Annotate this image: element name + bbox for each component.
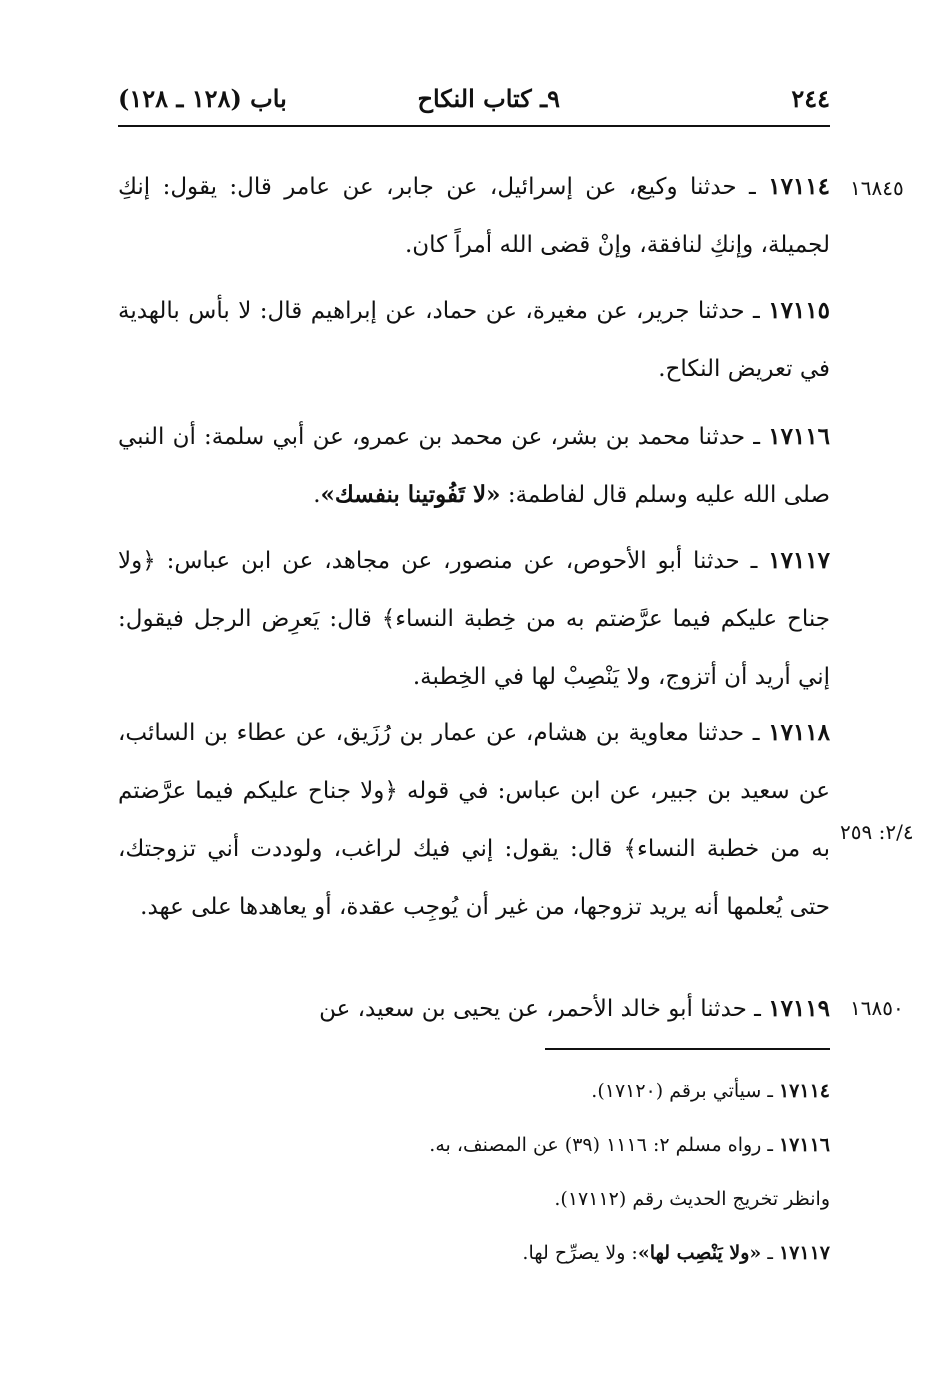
hadith-number: ١٧١١٩ xyxy=(768,995,830,1022)
running-header xyxy=(118,84,830,124)
footnote-text: ـ xyxy=(761,1242,779,1264)
header-divider xyxy=(118,125,830,127)
footnote-text-end: : ولا يصرِّح لها. xyxy=(522,1242,638,1264)
page-number: ٢٤٤ xyxy=(791,84,830,113)
footnote-divider xyxy=(545,1048,830,1050)
hadith-text-end: . xyxy=(313,482,321,508)
footnote-text: ـ رواه مسلم ٢: ١١١٦ (٣٩) عن المصنف، به. xyxy=(429,1134,779,1156)
hadith-text: ـ حدثنا جرير، عن مغيرة، عن حماد، عن إبراهيم قال: لا بأس بالهدية في تعريض النكاح. xyxy=(118,298,830,382)
footnote-number: ١٧١١٤ xyxy=(778,1080,830,1102)
hadith-paragraph xyxy=(118,282,830,398)
footnote xyxy=(300,1240,830,1266)
margin-ref-volume-page: ٢/٤: ٢٥٩ xyxy=(840,820,914,844)
hadith-paragraph xyxy=(118,980,830,1038)
hadith-paragraph xyxy=(118,158,830,274)
footnote-text: وانظر تخريج الحديث رقم (١٧١١٢). xyxy=(554,1188,830,1210)
footnote xyxy=(300,1132,830,1158)
footnote-number: ١٧١١٧ xyxy=(778,1242,830,1264)
hadith-number: ١٧١١٦ xyxy=(768,423,830,450)
footnote-text: ـ سيأتي برقم (١٧١٢٠). xyxy=(591,1080,779,1102)
hadith-text: ـ حدثنا معاوية بن هشام، عن عمار بن رُزَيق، عن عطاء بن السائب، عن سعيد بن جبير، عن ابن عباس: في قوله ﴿ولا جناح عليكم فيما عرَّضتم به من خطبة النساء﴾ قال: يقول: إني فيك لراغب، ولوددت أني تزوجتك، حتى يُعلمها أنه يريد تزوجها، من غير أن يُوجِب عقدة، أو يعاهدها على عهد. xyxy=(118,720,830,920)
hadith-paragraph xyxy=(118,408,830,524)
hadith-number: ١٧١١٥ xyxy=(768,297,830,324)
chapter-range: باب (١٢٨ ـ ١٢٨) xyxy=(118,84,287,113)
footnote xyxy=(300,1078,830,1104)
footnote-number: ١٧١١٦ xyxy=(778,1134,830,1156)
margin-ref-16850: ١٦٨٥٠ xyxy=(850,996,904,1020)
footnote xyxy=(300,1186,830,1212)
hadith-number: ١٧١١٧ xyxy=(768,547,830,574)
hadith-text: ـ حدثنا محمد بن بشر، عن محمد بن عمرو، عن أبي سلمة: أن النبي صلى الله عليه وسلم قال لفاطمة: xyxy=(118,424,830,508)
hadith-paragraph xyxy=(118,704,830,936)
margin-ref-16845: ١٦٨٤٥ xyxy=(850,176,904,200)
footnote-quote: «ولا يَنْصِب لها» xyxy=(637,1242,762,1264)
prophetic-quote: «لا تَفُوتينا بنفسك» xyxy=(320,481,501,508)
hadith-text: ـ حدثنا وكيع، عن إسرائيل، عن جابر، عن عامر قال: يقول: إنكِ لجميلة، وإنكِ لنافقة، وإنْ قضى الله أمراً كان. xyxy=(118,174,830,258)
hadith-paragraph xyxy=(118,532,830,706)
book-title: ٩ـ كتاب النكاح xyxy=(417,84,560,113)
hadith-text: ـ حدثنا أبو خالد الأحمر، عن يحيى بن سعيد، عن xyxy=(319,996,769,1022)
hadith-text: ـ حدثنا أبو الأحوص، عن منصور، عن مجاهد، عن ابن عباس: ﴿ولا جناح عليكم فيما عرَّضتم به من خِطبة النساء﴾ قال: يَعرِض الرجل فيقول: إني أريد أن أتزوج، ولا يَنْصِبْ لها في الخِطبة. xyxy=(118,548,830,690)
hadith-number: ١٧١١٤ xyxy=(768,173,830,200)
hadith-number: ١٧١١٨ xyxy=(768,719,830,746)
